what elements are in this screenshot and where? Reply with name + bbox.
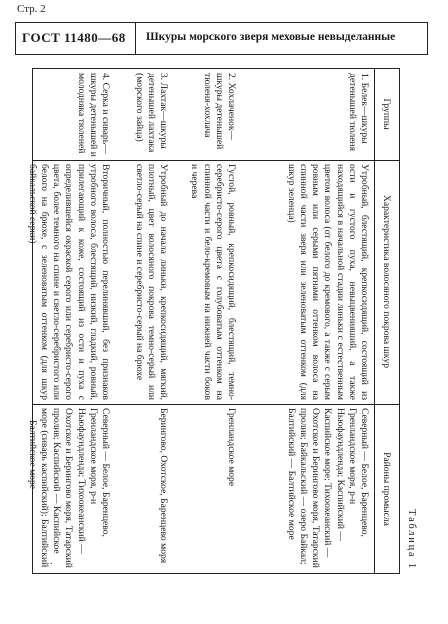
table-header-row [374, 69, 399, 573]
page-number: Стр. 2 [17, 3, 46, 15]
table-cell-description: Утробный до начала линьки, крепкосидящий, мягкий, плотный, цвет волосяного покрова темно-серый или светло-серый на спине и серебристо-серый на брюхе [133, 164, 169, 400]
table-cell-group: 2. Хохлаченок— шкуры детенышей тюленя-хохлача [201, 73, 237, 150]
column-header-groups: Группы [381, 98, 393, 130]
table-cell-description: Вторичный, полностью перелинявший, без признаков утробного волоса, блестящий, низкий, гладкий, ровный, прилегающий к коже, состоящий из ости и пуха с определившейся окраской серого или серебристо-серого цвета, более темного на спине и светло-серебристого или белого на брюхе, с зеленоватым оттенком (для шкур байкальской серки) [26, 164, 111, 400]
stray-mark: . [50, 556, 53, 567]
table-label: Таблица 1 [406, 509, 417, 570]
standard-number: ГОСТ 11480—68 [22, 30, 126, 45]
column-divider [33, 160, 399, 161]
table-cell-description: Густой, ровный, крепкосидящий, блестящий, темно-серебристо-серого цвета с голубоватым оттенком на спинной части и бело-кремовым на нижней части боков и черева [189, 164, 237, 400]
table-cell-area: Северный — Белое, Баренцево, Гренландское моря, р-н Ньюфаундленда; Каспийский — Каспийское море; Тихоокеанский — Охотское и Берингово моря, Татарский пролив; Байкальский — озеро Байкал; Балтийский — Балтийское море [285, 408, 370, 568]
table-cell-area: Северный — Белое, Баренцево, Гренландское моря, р-н Ньюфаундленда; Тихоокеанский — Охотское и Берингово моря, Татарский пролив; Каспийский — Каспийское море (сиварь каспийский); Балтийский — Балтийское море [26, 408, 111, 568]
table-cell-group: 3. Лахтак—шкуры детенышей лахтака (морского зайца) [133, 73, 169, 153]
column-header-areas: Районы промысла [381, 452, 393, 526]
table-cell-group: 1. Белек—шкуры детенышей тюленя [346, 73, 370, 152]
document-title: Шкуры морского зверя меховые невыделанные [146, 31, 396, 43]
column-divider [33, 404, 399, 405]
document-header [15, 22, 428, 55]
table-cell-area: Берингово, Охотское, Баренцево моря [158, 408, 169, 564]
table-cell-description: Утробный, блестящий, крепкосидящий, состоящий из ости и густого пуха, невыцвенияший, а также находящийся в начальной стадии линьки с естественным цветом волоса (от белого до кремового, а также с серым ровным или серыми пятнами оттенком волоса на спинной части зверя или зеленоватым оттенком (для шкур зеленца) [285, 164, 370, 400]
table-cell-group: 4. Серка и сиварь—шкуры детенышей и молодняка тюленей [75, 73, 111, 157]
header-divider [135, 23, 136, 54]
column-header-description: Характеристика волосяного покрова шкур [381, 194, 393, 369]
table-cell-area: Гренландское море [226, 408, 237, 487]
rotated-table-page [28, 68, 420, 574]
data-table [26, 68, 400, 574]
